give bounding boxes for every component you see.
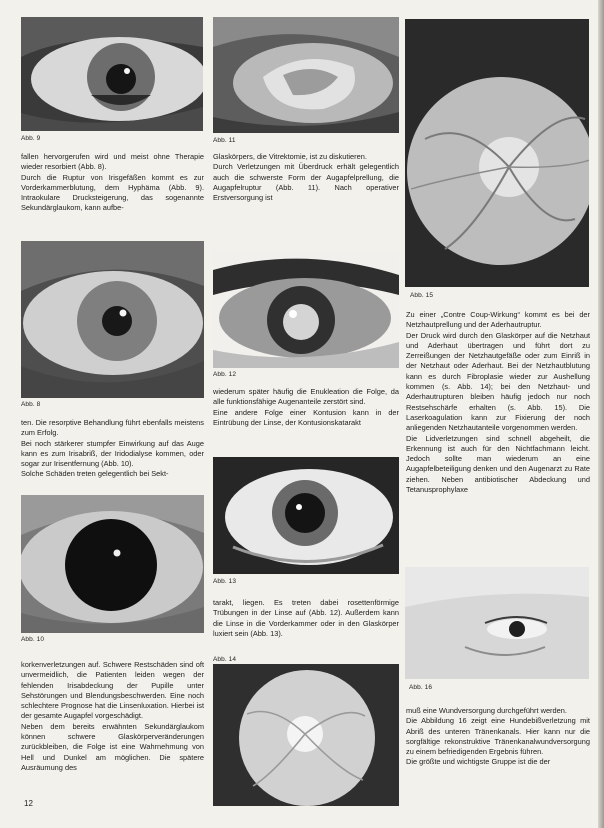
- figure-caption: Abb. 14: [213, 656, 237, 663]
- figure-caption: Abb. 13: [213, 578, 237, 585]
- figure-caption: Abb. 16: [409, 684, 433, 691]
- paragraph: muß eine Wundversorgung durchgeführt werden.: [406, 706, 567, 715]
- paragraph: Eine andere Folge einer Kontusion kann in der Eintrübung der Linse, der Kontusionskatarakt: [213, 407, 399, 427]
- figure-abb-13-photo: [213, 457, 399, 574]
- figure-abb-15-photo: [405, 19, 589, 287]
- figure-abb-11-photo: [213, 17, 399, 133]
- figure-abb-8-photo: [21, 241, 204, 398]
- paragraph: korkenverletzungen auf. Schwere Restschäden sind oft unvermeidlich, die Patienten leiden wegen der fehlenden Irisabdeckung der Pupille unter Sehstörungen und Blendungsbeschwerden. Eine noch schlechtere Prognose hat die Linsenluxation. Hierbei ist der gesamte Augapfel vorgeschädigt.: [21, 660, 204, 721]
- paragraph: fallen hervorgerufen wird und meist ohne Therapie wieder resorbiert (Abb. 8).: [21, 152, 204, 172]
- figure-caption: Abb. 12: [213, 371, 237, 378]
- figure-abb-12-photo: [213, 250, 399, 368]
- paragraph: Die größte und wichtigste Gruppe ist die der: [406, 757, 551, 767]
- paragraph: ten. Die resorptive Behandlung führt ebenfalls meistens zum Erfolg.: [21, 418, 204, 438]
- figure-abb-16-photo: [405, 567, 589, 679]
- column-1-text-middle: [21, 418, 204, 480]
- paragraph: Glaskörpers, die Vitrektomie, ist zu diskutieren.: [213, 152, 367, 161]
- column-2-text-top: [213, 152, 399, 203]
- figure-abb-9-photo: [21, 17, 203, 131]
- paragraph: Bei noch stärkerer stumpfer Einwirkung auf das Auge kann es zum Irisabriß, der Iridodialyse kommen, oder sogar zur Irisentfernung (Abb. 10).: [21, 438, 204, 469]
- paragraph: Zu einer „Contre Coup-Wirkung“ kommt es bei der Netzhautprellung und der Aderhautruptur.: [406, 310, 590, 330]
- figure-caption: Abb. 8: [21, 401, 41, 408]
- paragraph: Durch die Ruptur von Irisgefäßen kommt es zur Vorderkammerblutung, dem Hyphäma (Abb. 9). Intraokulare Drucksteigerung, das sogenannte Sekundärglaukom, kann aufbe-: [21, 172, 204, 213]
- column-1-text-top: [21, 152, 204, 214]
- paragraph: Die Abbildung 16 zeigt eine Hundebißverletzung mit Abriß des unteren Tränenkanals. Hier kann nur die sorgfältige rekonstruktive Tränenkanalwundversorgung zu einem befriedigenden Ergebnis führen.: [406, 716, 590, 757]
- paragraph: tarakt, liegen. Es treten dabei rosettenförmige Trübungen in der Linse auf (Abb. 12). Außerdem kann die Linse in die Vorderkammer oder in den Glaskörper luxiert sein (Abb. 13).: [213, 598, 399, 638]
- figure-caption: Abb. 15: [410, 292, 434, 299]
- paragraph: wiederum später häufig die Enukleation die Folge, da alle funktionsfähige Augenanteile zerstört sind.: [213, 387, 399, 407]
- figure-abb-10-photo: [21, 495, 204, 633]
- figure-caption: Abb. 11: [213, 137, 236, 144]
- column-2-text-middle: [213, 387, 399, 428]
- column-2-text-bottom: [213, 598, 399, 639]
- figure-caption: Abb. 9: [21, 135, 41, 142]
- paragraph: Neben dem bereits erwähnten Sekundärglaukom können schwere Glaskörperveränderungen zurückbleiben, die Folge ist eine Wahrnehmung von Hell und Dunkel am möglichen. Die spätere Ausräumung des: [21, 721, 204, 772]
- figure-caption: Abb. 10: [21, 636, 45, 643]
- page-edge-shadow: [598, 0, 604, 828]
- paragraph: Durch Verletzungen mit Überdruck erhält gelegentlich auch die schwerste Form der Augapfelprellung, die Augapfelruptur (Abb. 11). Nach operativer Erstversorgung ist: [213, 162, 399, 203]
- page-number: 12: [24, 799, 33, 808]
- column-3-text-middle: [406, 310, 590, 495]
- paragraph: Die Lidverletzungen sind schnell abgeheilt, die Erkennung ist auch für den Nichtfachmann leicht. Jedoch sollte man wiederum an eine Augapfelbeteiligung denken und den Augenarzt zu Rate ziehen. Neben antibiotischer Abdeckung und Tetanusprophylaxe: [406, 433, 590, 495]
- paragraph: Solche Schäden treten gelegentlich bei Sekt-: [21, 469, 169, 479]
- column-3-text-bottom: [406, 706, 590, 768]
- column-1-text-bottom: [21, 660, 204, 773]
- paragraph: Der Druck wird durch den Glaskörper auf die Netzhaut und Aderhaut übertragen und führt dort zu Zerreißungen der Netzhautgefäße oder zum Einriß in der Netzhaut oder Aderhaut. Bei der Netzhautblutung kann es durch Fibroplasie wieder zur Aushellung kommen (s. Abb. 14); bei den Netzhaut- und Aderhautrupturen bleiben häufig jedoch nur noch Restsehschärfe erhalten (s. Abb. 15). Die Laserkoagulation kann zur Fixierung der noch anliegenden Netzhautanteile vorgenommen werden.: [406, 330, 590, 433]
- figure-abb-14-photo: [213, 664, 399, 806]
